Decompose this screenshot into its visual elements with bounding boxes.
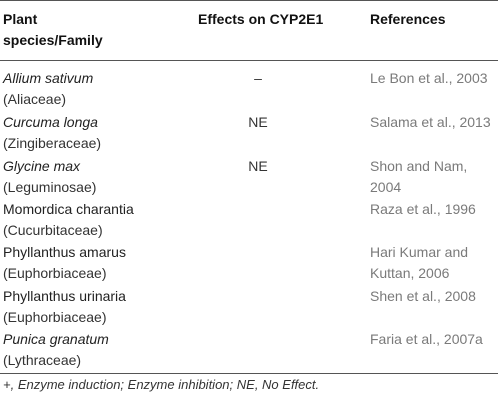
footnote: +, Enzyme induction; Enzyme inhibition; NE, No Effect. [3,377,320,392]
header-plant-line1: Plant [3,11,38,27]
row-reference: Shen et al., 2008 [370,288,476,304]
row-reference: Salama et al., 2013 [370,114,491,130]
row-reference: Le Bon et al., 2003 [370,70,488,86]
row-reference-line2: Kuttan, 2006 [370,265,450,281]
row-species: Allium sativum [3,70,94,86]
top-rule [0,0,498,1]
row-species: Punica granatum [3,331,109,347]
header-rule [0,60,498,61]
row-species: Phyllanthus urinaria [3,288,126,304]
row-family: (Euphorbiaceae) [3,265,107,281]
row-family: (Cucurbitaceae) [3,222,103,238]
row-family: (Euphorbiaceae) [3,309,107,325]
row-species: Curcuma longa [3,114,98,130]
row-species: Glycine max [3,158,81,174]
header-plant-line2: species/Family [3,32,103,48]
row-species: Phyllanthus amarus [3,244,126,260]
row-reference: Faria et al., 2007a [370,331,483,347]
row-reference: Raza et al., 1996 [370,201,476,217]
row-reference: Hari Kumar and [370,244,469,260]
row-species: Momordica charantia [3,201,134,217]
row-effect: – [254,70,262,86]
header-references: References [370,11,446,27]
row-family: (Lythraceae) [3,352,82,368]
row-family: (Zingiberaceae) [3,135,102,151]
bottom-rule [0,373,498,374]
row-family: (Aliaceae) [3,91,67,107]
row-reference: Shon and Nam, [370,158,468,174]
row-family: (Leguminosae) [3,179,97,195]
row-reference-line2: 2004 [370,179,402,195]
row-effect: NE [248,114,268,130]
row-effect: NE [248,158,268,174]
header-effects: Effects on CYP2E1 [198,11,324,27]
